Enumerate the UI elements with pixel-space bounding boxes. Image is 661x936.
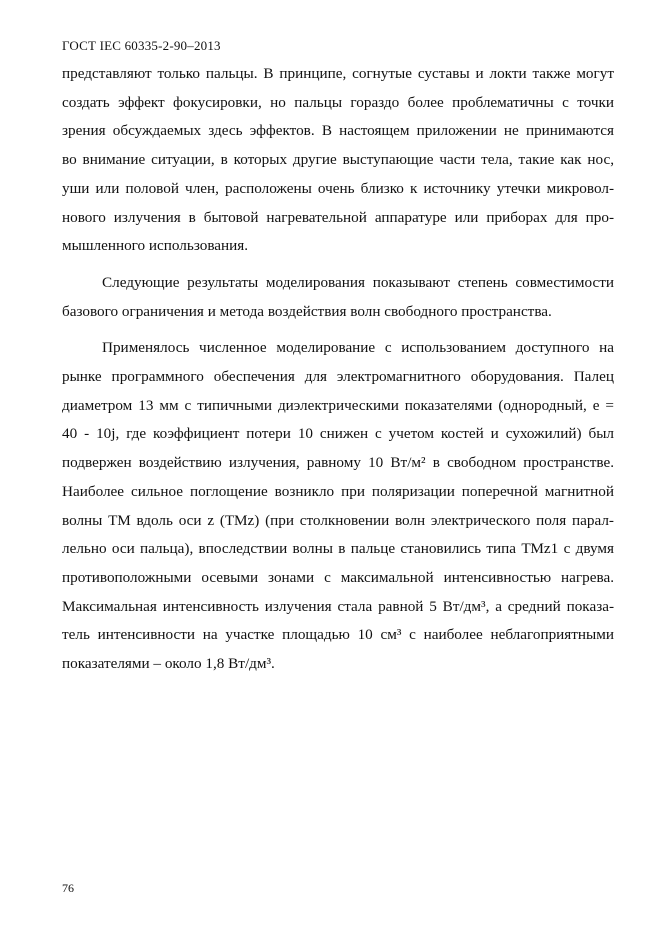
paragraph-gap — [62, 261, 614, 269]
text-line: Максимальная интенсивность излучения стала равной 5 Вт/дм³, а средний показа- — [62, 597, 614, 615]
text-line: Применялось численное моделирование с использованием доступного на — [102, 339, 614, 357]
text-line: подвержен воздействию излучения, равному 10 Вт/м² в свободном пространстве. — [62, 454, 614, 472]
text-line: базового ограничения и метода воздействия волн свободного пространства. — [62, 302, 552, 320]
text-line: Следующие результаты моделирования показывают степень совместимости — [102, 273, 614, 291]
text-line: показателями – около 1,8 Вт/дм³. — [62, 655, 275, 673]
text-line: зрения обсуждаемых здесь эффектов. В настоящем приложении не принимаются — [62, 122, 614, 140]
text-line: во внимание ситуации, в которых другие выступающие части тела, такие как нос, — [62, 151, 614, 169]
text-line: тель интенсивности на участке площадью 10 см³ с наиболее неблагоприятными — [62, 626, 614, 644]
paragraph-gap — [62, 326, 614, 334]
text-line: 40 - 10j, где коэффициент потери 10 снижен с учетом костей и сухожилий) был — [62, 425, 614, 443]
document-body — [62, 60, 614, 679]
text-line: Наиболее сильное поглощение возникло при поляризации поперечной магнитной — [62, 482, 614, 500]
text-line: диаметром 13 мм с типичными диэлектрическими показателями (однородный, e = — [62, 396, 614, 414]
text-line: мышленного использования. — [62, 237, 249, 255]
text-line: представляют только пальцы. В принципе, согнутые суставы и локти также могут — [62, 65, 614, 82]
text-line: уши или половой член, расположены очень близко к источнику утечки микровол- — [62, 179, 614, 197]
text-line: волны ТМ вдоль оси z (ТМz) (при столкновении волн электрического поля парал- — [62, 511, 614, 529]
paragraph-3 — [62, 334, 614, 678]
paragraph-2 — [62, 269, 614, 326]
text-line: рынке программного обеспечения для электромагнитного оборудования. Палец — [62, 368, 614, 386]
page-number: 76 — [62, 881, 74, 895]
text-line: противоположными осевыми зонами с максимальной интенсивностью нагрева. — [62, 568, 614, 586]
document-header: ГОСТ IEC 60335-2-90–2013 — [62, 38, 221, 53]
text-line: лельно оси пальца), впоследствии волны в пальце становились типа ТМz1 с двумя — [62, 540, 614, 558]
text-line: нового излучения в бытовой нагревательной аппаратуре или приборах для про- — [62, 208, 614, 226]
paragraph-1 — [62, 60, 614, 261]
text-line: создать эффект фокусировки, но пальцы гораздо более проблематичны с точки — [62, 93, 614, 111]
